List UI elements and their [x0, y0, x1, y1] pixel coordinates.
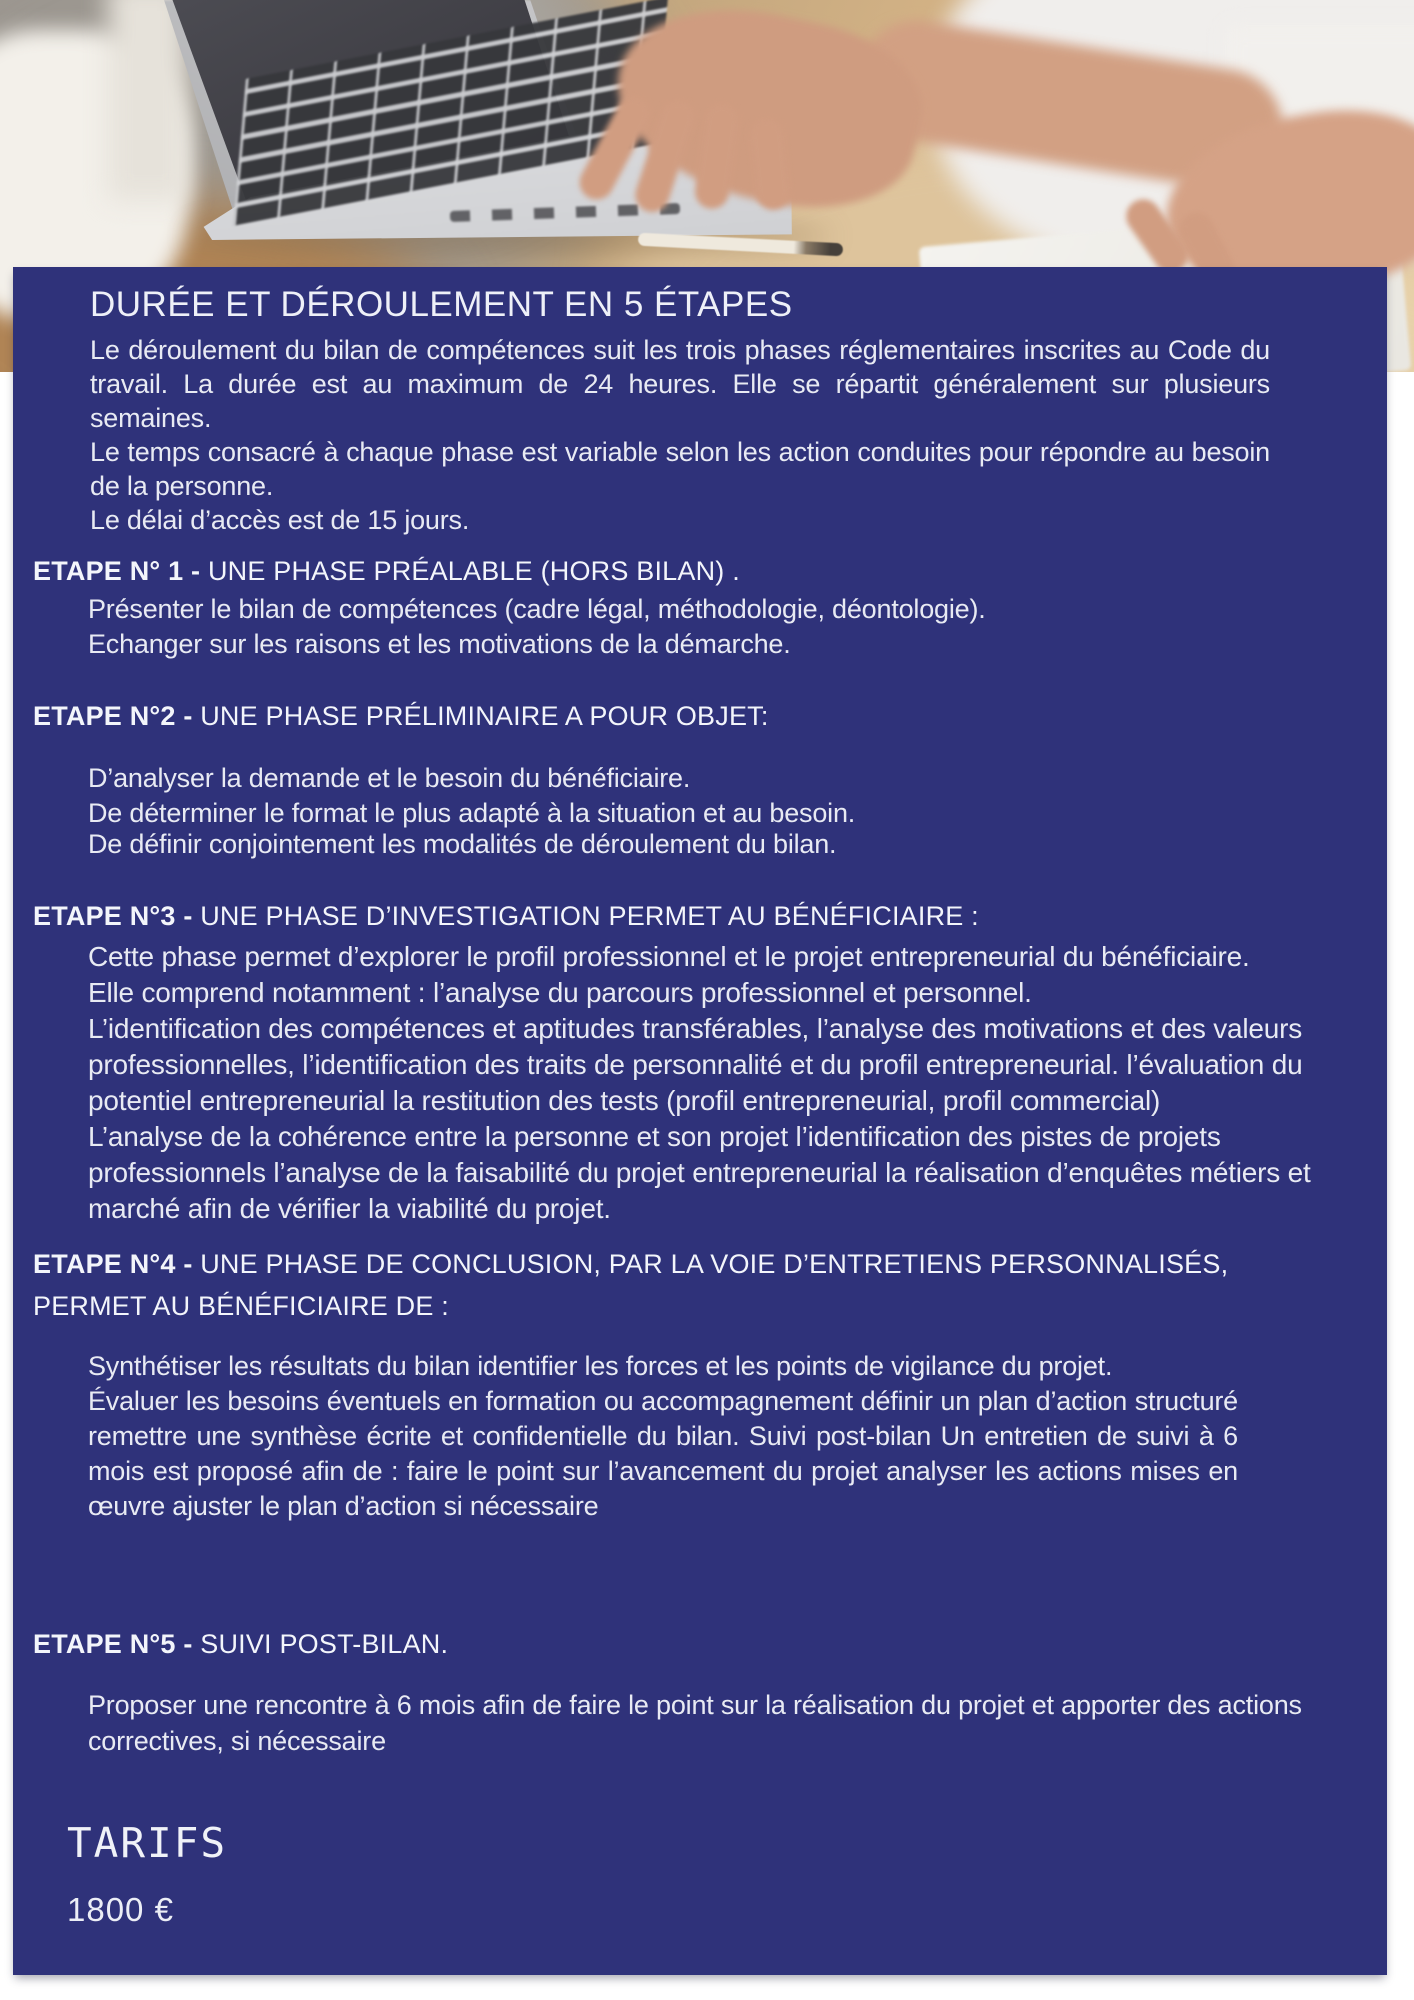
step-3-line: Elle comprend notamment : l’analyse du parcours professionnel et personnel.	[88, 977, 1032, 1008]
intro-paragraph-2: Le temps consacré à chaque phase est variable selon les action conduites pour répondre au besoin de la personne.	[90, 437, 1270, 501]
step-2-title: UNE PHASE PRÉLIMINAIRE A POUR OBJET:	[200, 701, 769, 731]
step-2-line: D’analyser la demande et le besoin du bénéficiaire.	[88, 763, 691, 793]
step-4-label: ETAPE N°4 -	[33, 1249, 193, 1279]
step-2-label: ETAPE N°2 -	[33, 701, 193, 731]
intro-paragraph-3: Le délai d’accès est de 15 jours.	[90, 505, 470, 535]
step-3-line: L’identification des compétences et aptitudes transférables, l’analyse des motivations et des valeurs professionnelles, l’identification des traits de personnalité et du profil entrepreneurial. l’évaluation du potentiel entrepreneurial la restitution des tests (profil entrepreneurial, profil commercial)	[88, 1013, 1303, 1116]
step-4-paragraph: Évaluer les besoins éventuels en formation ou accompagnement définir un plan d’action structuré remettre une synthèse écrite et confidentielle du bilan. Suivi post-bilan Un entretien de suivi à 6 mois est proposé afin de : faire le point sur l’avancement du projet analyser les actions mises en œuvre ajuster le plan d’action si nécessaire	[88, 1386, 1238, 1521]
intro-paragraph-1: Le déroulement du bilan de compétences suit les trois phases réglementaires inscrites au Code du travail. La durée est au maximum de 24 heures. Elle se répartit généralement sur plusieurs semaines.	[90, 335, 1270, 433]
step-1-line: Echanger sur les raisons et les motivations de la démarche.	[88, 629, 791, 659]
step-5-body	[88, 1687, 1338, 1759]
page-title: DURÉE ET DÉROULEMENT EN 5 ÉTAPES	[90, 285, 793, 324]
step-1-label: ETAPE N° 1 -	[33, 556, 201, 586]
step-1-heading	[33, 550, 740, 592]
step-2-body-first	[88, 761, 690, 796]
step-3-title: UNE PHASE D’INVESTIGATION PERMET AU BÉNÉFICIAIRE :	[200, 901, 979, 931]
step-2-line: De définir conjointement les modalités de déroulement du bilan.	[88, 829, 837, 859]
step-2-body-rest	[88, 798, 855, 860]
intro-paragraphs	[90, 333, 1270, 537]
step-1-title: UNE PHASE PRÉALABLE (HORS BILAN) .	[207, 556, 740, 586]
step-4-heading	[33, 1243, 1273, 1327]
step-5-label: ETAPE N°5 -	[33, 1629, 193, 1659]
tarifs-heading: TARIFS	[67, 1819, 228, 1867]
step-2-heading	[33, 695, 769, 737]
step-1-body	[88, 592, 986, 662]
tarifs-price: 1800 €	[67, 1891, 174, 1928]
step-5-heading	[33, 1623, 448, 1665]
step-5-title: SUIVI POST-BILAN.	[200, 1629, 449, 1659]
step-4-paragraph: Synthétiser les résultats du bilan identifier les forces et les points de vigilance du projet.	[88, 1351, 1113, 1381]
step-5-paragraph: Proposer une rencontre à 6 mois afin de faire le point sur la réalisation du projet et apporter des actions correctives, si nécessaire	[88, 1690, 1302, 1756]
step-3-line: Cette phase permet d’explorer le profil professionnel et le projet entrepreneurial du bénéficiaire.	[88, 941, 1250, 972]
step-3-label: ETAPE N°3 -	[33, 901, 193, 931]
step-3-heading	[33, 895, 979, 937]
step-4-title: UNE PHASE DE CONCLUSION, PAR LA VOIE D’ENTRETIENS PERSONNALISÉS, PERMET AU BÉNÉFICIAIRE DE :	[33, 1249, 1229, 1321]
step-3-body	[88, 939, 1360, 1227]
step-3-line: L’analyse de la cohérence entre la personne et son projet l’identification des pistes de projets professionnels l’analyse de la faisabilité du projet entrepreneurial la réalisation d’enquêtes métiers et marché afin de vérifier la viabilité du projet.	[88, 1121, 1311, 1224]
step-2-line: De déterminer le format le plus adapté à la situation et au besoin.	[88, 798, 856, 828]
step-1-line: Présenter le bilan de compétences (cadre légal, méthodologie, déontologie).	[88, 594, 986, 624]
step-4-body	[88, 1349, 1238, 1524]
content-panel	[13, 267, 1387, 1975]
